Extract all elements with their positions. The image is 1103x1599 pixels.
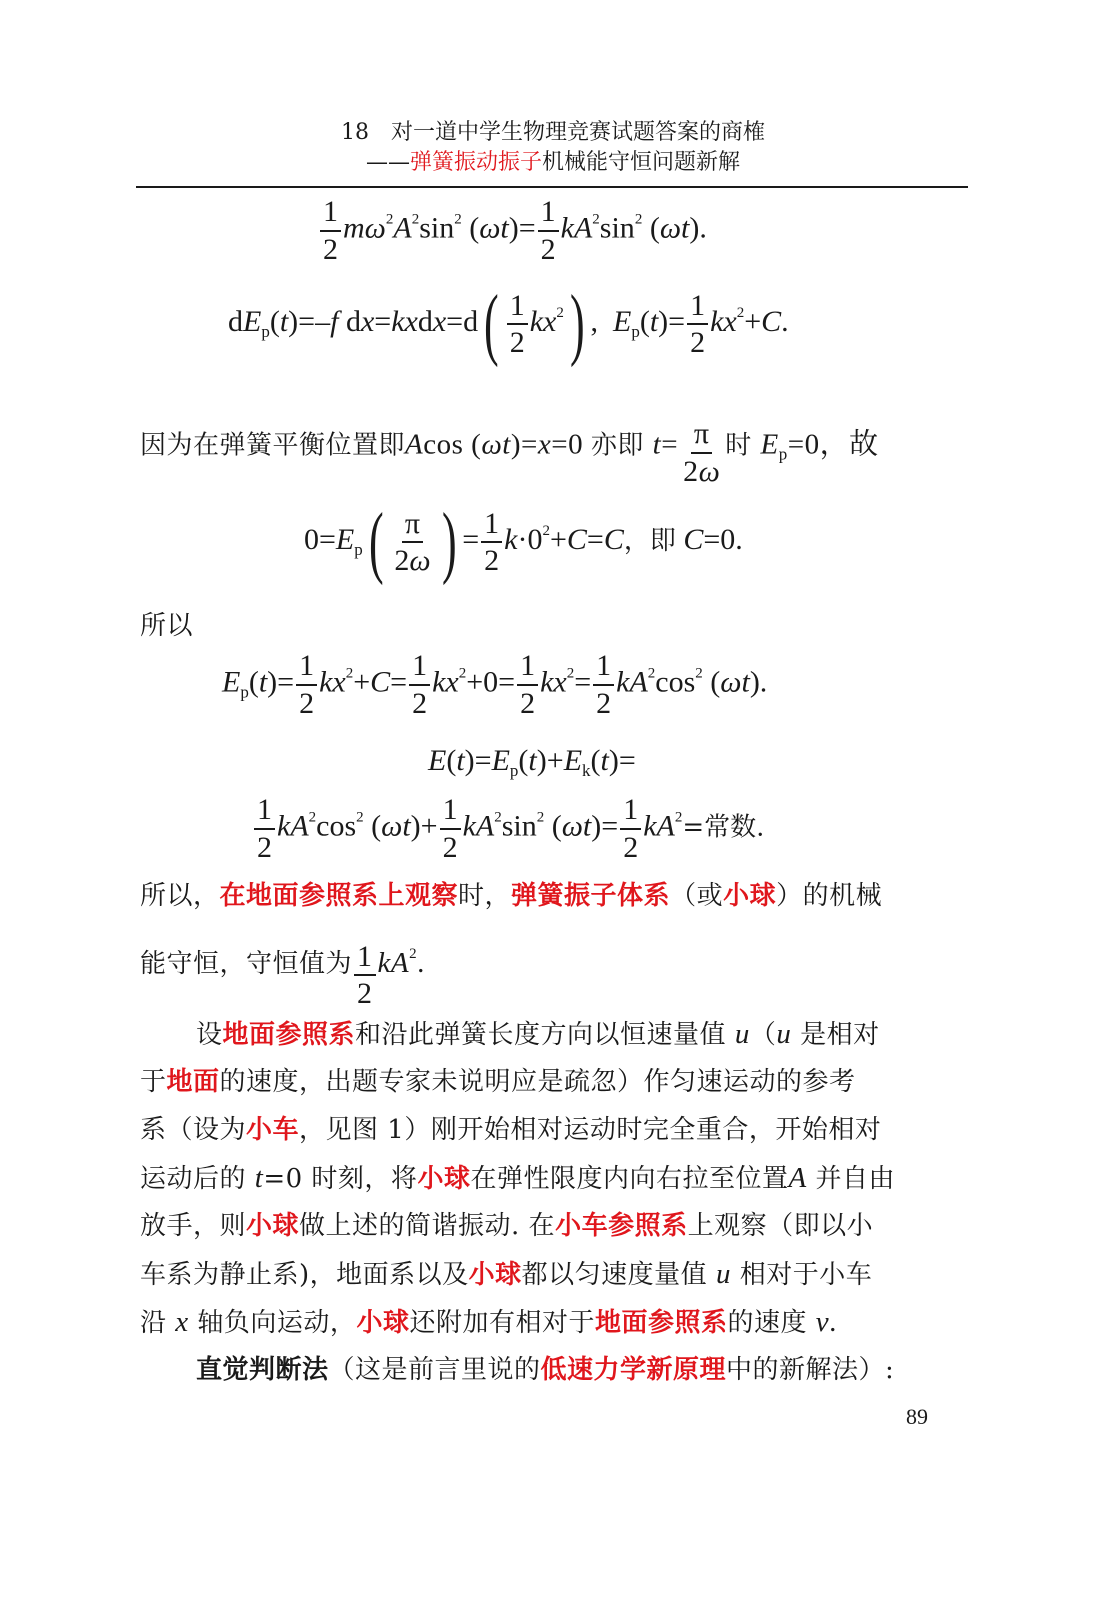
equation-4: $E_p(t)=$ $\frac{1}{2}$ $kx^2+C=$ $\frac{1}{2}$ $kx^2+0=$ $\frac{1}{2}$ $kx^2=$ $\frac{1}{2}$ $kA^2\cos^2$ (ωt). <box>222 649 768 720</box>
conclusion-line-1: 所以，在地面参照系上观察时，弹簧振子体系（或小球）的机械 <box>140 881 883 911</box>
para-line-2: 于地面的速度，出题专家未说明应是疏忽）作匀速运动的参考 <box>140 1067 856 1097</box>
header-subtitle: ——弹簧振动振子机械能守恒问题新解 <box>365 150 741 175</box>
header-rule <box>136 186 968 188</box>
equation-2: $dE_p(t)=-f$ dx=kxdx=d( $\frac{1}{2}$ $kx^2$) , $E_p(t)=$ $\frac{1}{2}$ $kx^2+C$. <box>228 280 789 368</box>
para-line-7: 沿 x 轴负向运动，小球还附加有相对于地面参照系的速度 v. <box>140 1306 837 1338</box>
para-line-1: 设地面参照系和沿此弹簧长度方向以恒速量值 u（u 是相对 <box>196 1018 880 1050</box>
equation-5: $E(t)=E_p(t)+E_k(t)=$ <box>428 744 636 780</box>
para-line-5: 放手，则小球做上述的简谐振动. 在小车参照系上观察（即以小 <box>140 1211 874 1241</box>
so-label: 所以 <box>140 611 194 641</box>
para-line-8: 直觉判断法（这是前言里说的低速力学新原理中的新解法）: <box>196 1355 895 1385</box>
para-line-6: 车系为静止系)，地面系以及小球都以匀速度量值 u 相对于小车 <box>140 1258 873 1290</box>
equation-3: $0=E_p$( $\frac{\pi}{2\omega}$ ) = $\frac{1}{2}$ $k\cdot 0^2+C=C$，即 C=0. <box>304 498 743 586</box>
conclusion-line-2: 能守恒，守恒值为 $\frac{1}{2}$ $kA^2$. <box>140 939 425 1010</box>
para-line-4: 运动后的 t=0 时刻，将小球在弹性限度内向右拉至位置A 并自由 <box>140 1162 895 1194</box>
paragraph-equilibrium: 因为在弹簧平衡位置即Acos (ωt)=x=0 亦即 t= $\frac{\pi}{2\omega}$ 时 $E_p=0$，故 <box>140 417 879 488</box>
para-line-3: 系（设为小车，见图 1）刚开始相对运动时完全重合，开始相对 <box>140 1115 882 1145</box>
header-title: 18 对一道中学生物理竞赛试题答案的商榷 <box>341 120 765 145</box>
equation-6: $\frac{1}{2}$ $kA^2\cos^2$ (ωt)+ $\frac{1}{2}$ $kA^2\sin^2$ (ωt)= $\frac{1}{2}$ $kA^2=$常数. <box>252 794 764 863</box>
equation-1: $\frac{1}{2}$ $m\omega^2A^2\sin^2$ (ωt)= $\frac{1}{2}$ $kA^2\sin^2$ (ωt). <box>318 196 707 265</box>
page-number: 89 <box>906 1404 928 1429</box>
